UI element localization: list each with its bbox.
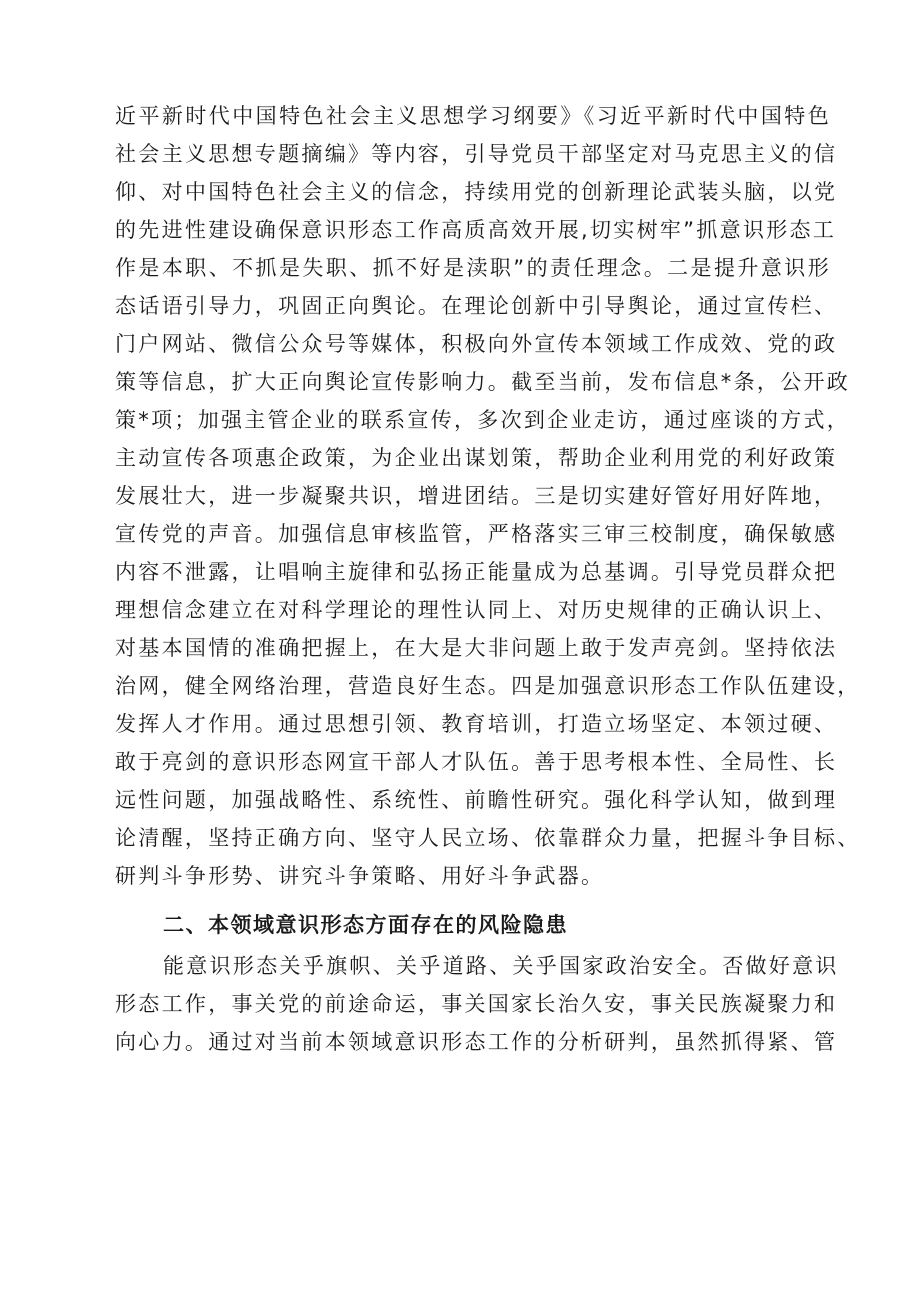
text-line: 敢于亮剑的意识形态网宣干部人才队伍。善于思考根本性、全局性、长 [115,750,838,774]
text-line: 形态工作，事关党的前途命运，事关国家长治久安，事关民族凝聚力和 [115,992,838,1016]
text-line: 的先进性建设确保意识形态工作高质高效开展,切实树牢”抓意识形态工 [115,218,837,242]
text-line: 发挥人才作用。通过思想引领、教育培训，打造立场坚定、本领过硬、 [115,712,838,736]
text-line: 理想信念建立在对科学理论的理性认同上、对历史规律的正确认识上、 [115,598,838,622]
text-line: 主动宣传各项惠企政策，为企业出谋划策，帮助企业利用党的利好政策 [115,446,838,470]
text-line: 研判斗争形势、讲究斗争策略、用好斗争武器。 [115,864,605,888]
text-line: 社会主义思想专题摘编》等内容，引导党员干部坚定对马克思主义的信 [115,142,838,166]
text-line: 策*项；加强主管企业的联系宣传，多次到企业走访，通过座谈的方式， [115,408,851,432]
text-line: 近平新时代中国特色社会主义思想学习纲要》《习近平新时代中国特色 [115,104,831,128]
text-line: 策等信息，扩大正向舆论宣传影响力。截至当前，发布信息*条，公开政 [115,370,851,394]
text-line: 能意识形态关乎旗帜、关乎道路、关乎国家政治安全。否做好意识 [163,954,839,978]
text-line: 作是本职、不抓是失职、抓不好是渎职”的责任理念。二是提升意识形 [115,256,831,280]
text-line: 论清醒，坚持正确方向、坚守人民立场、依靠群众力量，把握斗争目标、 [115,826,861,850]
text-line: 治网，健全网络治理，营造良好生态。四是加强意识形态工作队伍建设， [115,674,861,698]
text-line: 宣传党的声音。加强信息审核监管，严格落实三审三校制度，确保敏感 [115,522,838,546]
text-line: 对基本国情的准确把握上，在大是大非问题上敢于发声亮剑。坚持依法 [115,636,838,660]
document-body [115,97,861,1061]
text-line: 态话语引导力，巩固正向舆论。在理论创新中引导舆论，通过宣传栏、 [115,294,838,318]
text-line: 仰、对中国特色社会主义的信念，持续用党的创新理论武装头脑，以党 [115,180,838,204]
text-line: 发展壮大，进一步凝聚共识，增进团结。三是切实建好管好用好阵地， [115,484,838,508]
text-line: 内容不泄露，让唱响主旋律和弘扬正能量成为总基调。引导党员群众把 [115,560,838,584]
text-line: 向心力。通过对当前本领域意识形态工作的分析研判，虽然抓得紧、管 [115,1030,838,1054]
text-line: 门户网站、微信公众号等媒体，积极向外宣传本领域工作成效、党的政 [115,332,838,356]
paragraph-2 [115,947,839,1061]
section-heading: 二、本领域意识形态方面存在的风险隐患 [163,913,568,937]
paragraph-1 [115,97,861,895]
text-line: 远性问题，加强战略性、系统性、前瞻性研究。强化科学认知，做到理 [115,788,838,812]
